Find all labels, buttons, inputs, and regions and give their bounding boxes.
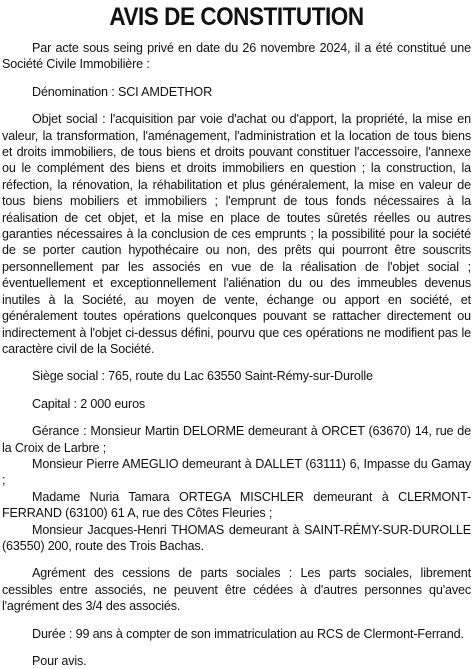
gerant-line: Monsieur Pierre AMEGLIO demeurant à DALLET (63111) 6, Impasse du Gamay ; (2, 456, 471, 488)
intro-paragraph: Par acte sous seing privé en date du 26 novembre 2024, il a été constitué une Société Civile Immobilière : (2, 41, 471, 72)
gerance-paragraph: Gérance : Monsieur Martin DELORME demeurant à ORCET (63670) 14, rue de la Croix de Larbre ; (2, 424, 471, 455)
denomination-paragraph: Dénomination : SCI AMDETHOR (32, 84, 213, 99)
objet-social-paragraph: Objet social : l'acquisition par voie d'achat ou d'apport, la propriété, la mise en valeur, la transformation, l'aménagement, l'administration et la location de tous biens et droits immobiliers, de tous biens et droits pouvant constituer l'accessoire, l'annexe ou le complément des biens et droits immobiliers en question ; la construction, la réfection, la rénovation, la réhabilitation et plus généralement, la mise en valeur de tous biens mobiliers et immobiliers ; l'emprunt de tous fonds nécessaires à la réalisation de cet objet, et la mise en place de toutes sûretés réelles ou autres garanties nécessaires à la conclusion de ces emprunts ; la possibilité pour la société de se porter caution hypothécaire ou non, des prêts qui pourront être souscrits personnellement par les associés en vue de la réalisation de l'objet social ; éventuellement et exceptionnellement l'aliénation du ou des immeubles devenus inutiles à la Société, au moyen de vente, échange ou apport en société, et généralement toutes opérations quelconques pouvant se rattacher directement ou indirectement à l'objet ci-dessus défini, pourvu que ces opérations ne modifient pas le caractère civil de la Société. (2, 112, 471, 356)
agrement-paragraph: Agrément des cessions de parts sociales : Les parts sociales, librement cessibles entre associés, ne peuvent être cédées à d'autres personnes qu'avec l'agrément des 3/4 des associés. (2, 566, 471, 614)
closing-line: Pour avis. (32, 654, 87, 668)
siege-social-paragraph: Siège social : 765, route du Lac 63550 Saint-Rémy-sur-Durolle (32, 369, 373, 384)
gerant-line: Monsieur Jacques-Henri THOMAS demeurant à SAINT-RÉMY-SUR-DUROLLE (63550) 200, route des Trois Bachas. (2, 522, 471, 553)
capital-paragraph: Capital : 2 000 euros (32, 396, 146, 411)
duree-paragraph: Durée : 99 ans à compter de son immatriculation au RCS de Clermont-Ferrand. (32, 626, 464, 641)
gerant-line: Madame Nuria Tamara ORTEGA MISCHLER demeurant à CLERMONT-FERRAND (63100) 61 A, rue des Côtes Fleuries ; (2, 489, 471, 521)
notice-title: AVIS DE CONSTITUTION (109, 3, 364, 31)
